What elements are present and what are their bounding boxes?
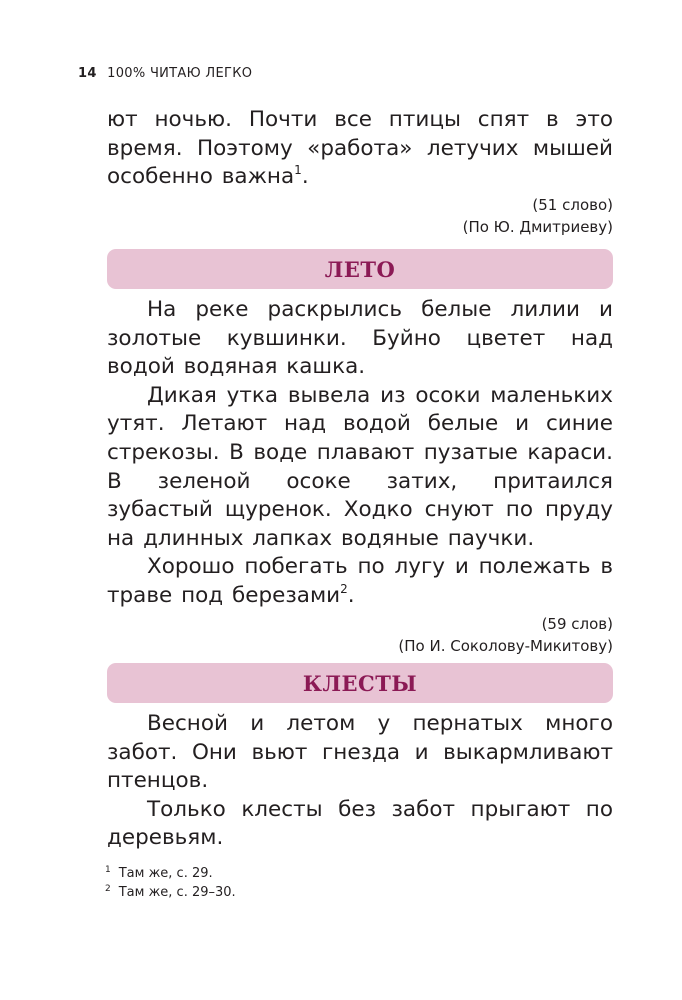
paragraph: Хорошо побегать по лугу и полежать в траве под березами$^2$. bbox=[107, 554, 613, 608]
footnote-ref: 2 bbox=[340, 581, 348, 596]
word-count: (51 слово) bbox=[532, 195, 613, 214]
paragraph: Только клесты без забот прыгают по деревьям. bbox=[107, 796, 613, 851]
story-source: (По И. Соколову-Микитову) bbox=[398, 636, 613, 655]
running-header bbox=[78, 66, 252, 81]
story-klesty bbox=[107, 710, 613, 853]
story-source: (По Ю. Дмитриеву) bbox=[462, 217, 613, 236]
footnote-ref: 1 bbox=[294, 163, 302, 178]
page-number: 14 bbox=[78, 66, 97, 81]
footnote: $^2$ Там же, с. 29–30. bbox=[105, 884, 236, 900]
footnotes bbox=[105, 864, 236, 902]
footnote: $^1$ Там же, с. 29. bbox=[105, 865, 213, 881]
paragraph: На реке раскрылись белые лилии и золотые кувшинки. Буйно цветет над водой водяная кашка. bbox=[107, 297, 613, 380]
story-title: КЛЕСТЫ bbox=[302, 670, 418, 696]
story-title-banner bbox=[107, 663, 613, 703]
paragraph: Весной и летом у пернатых много забот. Они вьют гнезда и выкармливают птенцов. bbox=[107, 711, 613, 794]
paragraph: ют ночью. Почти все птицы спят в это время. Поэтому «работа» летучих мышей особенно важна$^1$. bbox=[107, 107, 613, 190]
story-continuation bbox=[107, 106, 613, 238]
story-leto bbox=[107, 296, 613, 657]
story-title: ЛЕТО bbox=[324, 256, 396, 282]
book-title: 100% ЧИТАЮ ЛЕГКО bbox=[107, 66, 253, 81]
paragraph: Дикая утка вывела из осоки маленьких утят. Летают над водой белые и синие стрекозы. В воде плавают пузатые караси. В зеленой осоке затих, притаился зубастый щуренок. Ходко снуют по пруду на длинных лапках водяные паучки. bbox=[107, 382, 613, 551]
word-count: (59 слов) bbox=[541, 614, 613, 633]
story-title-banner bbox=[107, 249, 613, 289]
